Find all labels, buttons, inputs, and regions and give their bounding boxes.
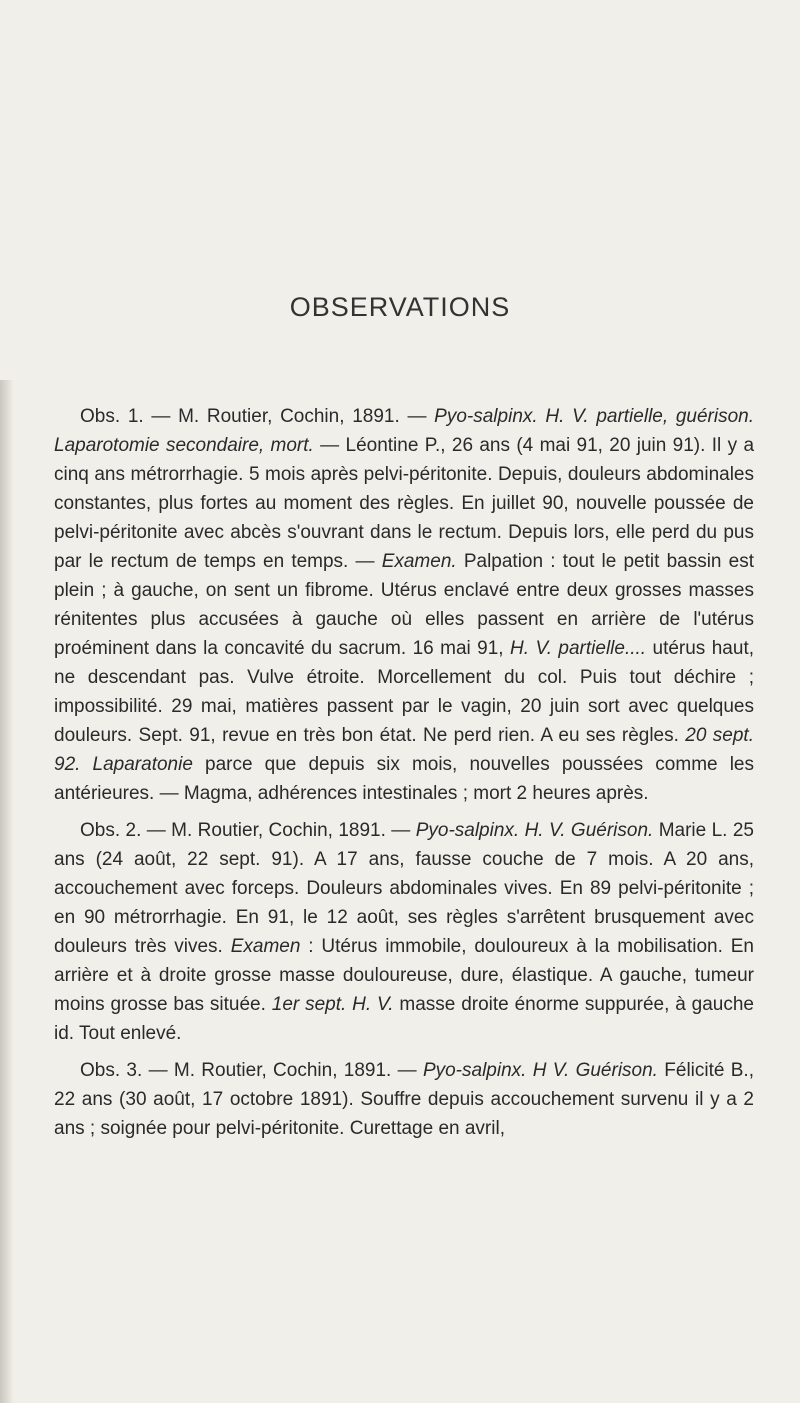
- obs1-examen-label: Examen.: [381, 551, 457, 572]
- obs1-header: Obs. 1. — M. Routier, Cochin, 1891. —: [80, 406, 435, 427]
- observation-3: [54, 1056, 754, 1143]
- obs2-examen-label: Examen: [230, 936, 301, 957]
- observation-1: [54, 402, 754, 808]
- obs1-examen-text: Palpation : tout le petit bassin est plein ; à gauche, on sent un fibrome. Utérus enclavé entre deux grosses masses rénitentes plus accusées à gauche où elles passent en arrière de l'utérus proéminent dans la concavité du sacrum. 16 mai 91,: [54, 551, 755, 659]
- obs1-course: utérus haut, ne descendant pas. Vulve étroite. Morcellement du col. Puis tout déchire ; impossibilité. 29 mai, matières passent par le vagin, 20 juin sort avec quelques douleurs. Sept. 91, revue en très bon état. Ne perd rien. A eu ses règles.: [54, 638, 754, 746]
- obs2-history: Marie L. 25 ans (24 août, 22 sept. 91). A 17 ans, fausse couche de 7 mois. A 20 ans, accouchement avec forceps. Douleurs abdominales vives. En 89 pelvi-péritonite ; en 90 métrorrhagie. En 91, le 12 août, ses règles s'arrêtent brusquement avec douleurs très vives.: [54, 820, 754, 957]
- obs2-examen-text: : Utérus immobile, douloureux à la mobilisation. En arrière et à droite grosse masse douloureuse, dure, élastique. A gauche, tumeur moins grosse bas située.: [54, 936, 755, 1015]
- obs1-outcome: parce que depuis six mois, nouvelles poussées comme les antérieures. — Magma, adhérences intestinales ; mort 2 heures après.: [54, 754, 755, 804]
- observations-body: [54, 402, 754, 1151]
- obs1-diagnosis: Pyo-salpinx. H. V. partielle, guérison. Laparotomie secondaire, mort.: [54, 406, 754, 456]
- obs2-outcome: masse droite énorme suppurée, à gauche id. Tout enlevé.: [54, 994, 754, 1044]
- obs3-diagnosis: Pyo-salpinx. H V. Guérison.: [422, 1060, 658, 1081]
- obs2-header: Obs. 2. — M. Routier, Cochin, 1891. —: [80, 820, 416, 841]
- obs3-history: Félicité B., 22 ans (30 août, 17 octobre 1891). Souffre depuis accouchement survenu il y a 2 ans ; soignée pour pelvi-péritonite. Curettage en avril,: [54, 1060, 754, 1139]
- observation-2: [54, 816, 754, 1048]
- obs1-operation: H. V. partielle....: [510, 638, 647, 659]
- obs2-operation: 1er sept. H. V.: [271, 994, 394, 1015]
- obs2-diagnosis: Pyo-salpinx. H. V. Guérison.: [415, 820, 654, 841]
- page-binding-shadow: [0, 380, 14, 1403]
- obs1-history: — Léontine P., 26 ans (4 mai 91, 20 juin 91). Il y a cinq ans métrorrhagie. 5 mois après pelvi-péritonite. Depuis, douleurs abdominales constantes, plus fortes au moment des règles. En juillet 90, nouvelle poussée de pelvi-péritonite avec abcès s'ouvrant dans le rectum. Depuis lors, elle perd du pus par le rectum de temps en temps. —: [54, 435, 755, 572]
- page-title: OBSERVATIONS: [289, 292, 511, 322]
- obs1-laparotomy: 20 sept. 92. Laparatonie: [54, 725, 754, 775]
- obs3-header: Obs. 3. — M. Routier, Cochin, 1891. —: [80, 1060, 423, 1081]
